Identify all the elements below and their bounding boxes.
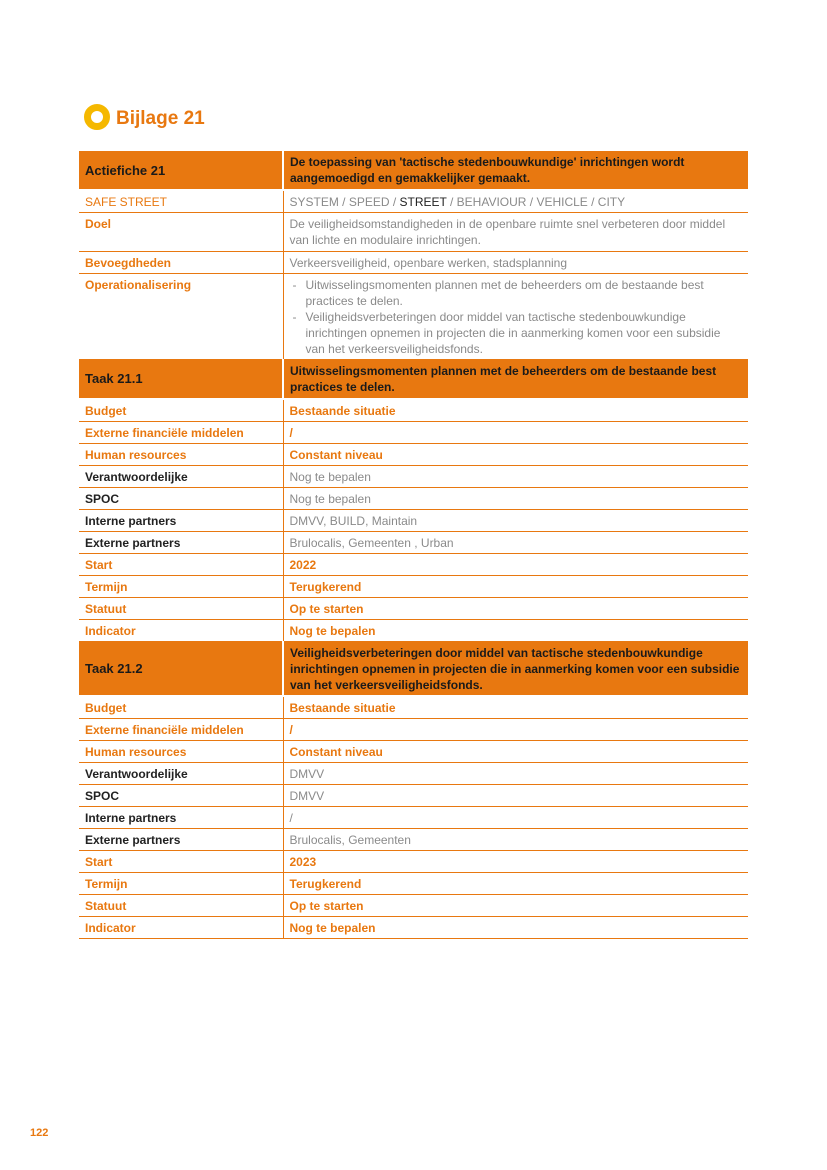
interne-partners-label: Interne partners — [79, 807, 283, 829]
category-row — [79, 190, 748, 213]
taak2-label: Taak 21.2 — [79, 641, 283, 696]
operationalisering-label: Operationalisering — [79, 274, 283, 360]
budget-label: Budget — [79, 696, 283, 719]
externe-partners-value: Brulocalis, Gemeenten , Urban — [283, 531, 748, 553]
operationalisering-list — [290, 277, 743, 357]
human-resources-value: Constant niveau — [283, 443, 748, 465]
start-value: 2022 — [283, 553, 748, 575]
table-row — [79, 763, 748, 785]
verantwoordelijke-label: Verantwoordelijke — [79, 763, 283, 785]
table-row — [79, 619, 748, 641]
operationalisering-value — [283, 274, 748, 360]
circle-bullet-icon — [84, 104, 110, 130]
human-resources-label: Human resources — [79, 443, 283, 465]
operationalisering-row — [79, 274, 748, 360]
bevoegdheden-row — [79, 252, 748, 274]
table-row — [79, 553, 748, 575]
start-label: Start — [79, 851, 283, 873]
budget-label: Budget — [79, 399, 283, 422]
table-row — [79, 851, 748, 873]
spoc-label: SPOC — [79, 487, 283, 509]
taak2-description: Veiligheidsverbeteringen door middel van tactische stedenbouwkundige inrichtingen opnemen in projecten die in aanmerking komen voor een subsidie van het verkeersveiligheidsfonds. — [283, 641, 748, 696]
verantwoordelijke-value: Nog te bepalen — [283, 465, 748, 487]
taak2-header-row — [79, 641, 748, 696]
table-row — [79, 719, 748, 741]
table-row — [79, 785, 748, 807]
bevoegdheden-value: Verkeersveiligheid, openbare werken, stadsplanning — [283, 252, 748, 274]
indicator-value: Nog te bepalen — [283, 917, 748, 939]
doel-row — [79, 213, 748, 252]
category-pre: SYSTEM / SPEED / — [289, 195, 400, 209]
page-number: 122 — [30, 1127, 49, 1139]
table-row — [79, 443, 748, 465]
budget-value: Bestaande situatie — [283, 696, 748, 719]
table-row — [79, 597, 748, 619]
taak1-label: Taak 21.1 — [79, 360, 283, 399]
statuut-value: Op te starten — [283, 895, 748, 917]
termijn-label: Termijn — [79, 873, 283, 895]
actiefiche-label: Actiefiche 21 — [79, 151, 283, 190]
table-row — [79, 741, 748, 763]
table-row — [79, 509, 748, 531]
table-row — [79, 696, 748, 719]
externe-financiele-label: Externe financiële middelen — [79, 719, 283, 741]
interne-partners-value: DMVV, BUILD, Maintain — [283, 509, 748, 531]
table-row — [79, 829, 748, 851]
table-row — [79, 399, 748, 422]
category-active: STREET — [399, 195, 447, 209]
doel-label: Doel — [79, 213, 283, 252]
start-value: 2023 — [283, 851, 748, 873]
list-item: - Veiligheidsverbeteringen door middel van tactische stedenbouwkundige inrichtingen opnemen in projecten die in aanmerking komen voor een subsidie van het verkeersveiligheidsfonds. — [290, 309, 743, 357]
externe-financiele-value: / — [283, 421, 748, 443]
category-post: / BEHAVIOUR / VEHICLE / CITY — [446, 195, 626, 209]
verantwoordelijke-value: DMVV — [283, 763, 748, 785]
externe-financiele-value: / — [283, 719, 748, 741]
spoc-value: DMVV — [283, 785, 748, 807]
termijn-label: Termijn — [79, 575, 283, 597]
table-row — [79, 873, 748, 895]
indicator-label: Indicator — [79, 917, 283, 939]
actiefiche-description: De toepassing van 'tactische stedenbouwkundige' inrichtingen wordt aangemoedigd en gemakkelijker gemaakt. — [283, 151, 748, 190]
human-resources-value: Constant niveau — [283, 741, 748, 763]
start-label: Start — [79, 553, 283, 575]
category-label: SAFE STREET — [79, 190, 283, 213]
table-row — [79, 421, 748, 443]
taak1-description: Uitwisselingsmomenten plannen met de beheerders om de bestaande best practices te delen. — [283, 360, 748, 399]
interne-partners-value: / — [283, 807, 748, 829]
taak1-header-row — [79, 360, 748, 399]
statuut-value: Op te starten — [283, 597, 748, 619]
table-row — [79, 917, 748, 939]
externe-partners-label: Externe partners — [79, 531, 283, 553]
table-row — [79, 807, 748, 829]
indicator-value: Nog te bepalen — [283, 619, 748, 641]
table-row — [79, 895, 748, 917]
page-title: Bijlage 21 — [116, 108, 205, 129]
termijn-value: Terugkerend — [283, 575, 748, 597]
human-resources-label: Human resources — [79, 741, 283, 763]
actiefiche-header-row — [79, 151, 748, 190]
interne-partners-label: Interne partners — [79, 509, 283, 531]
bevoegdheden-label: Bevoegdheden — [79, 252, 283, 274]
externe-financiele-label: Externe financiële middelen — [79, 421, 283, 443]
spoc-label: SPOC — [79, 785, 283, 807]
page-heading — [84, 104, 205, 130]
termijn-value: Terugkerend — [283, 873, 748, 895]
statuut-label: Statuut — [79, 895, 283, 917]
table-row — [79, 465, 748, 487]
externe-partners-value: Brulocalis, Gemeenten — [283, 829, 748, 851]
spoc-value: Nog te bepalen — [283, 487, 748, 509]
indicator-label: Indicator — [79, 619, 283, 641]
table-row — [79, 531, 748, 553]
table-row — [79, 487, 748, 509]
doel-value: De veiligheidsomstandigheden in de openbare ruimte snel verbeteren door middel van lichte en modulaire inrichtingen. — [283, 213, 748, 252]
externe-partners-label: Externe partners — [79, 829, 283, 851]
verantwoordelijke-label: Verantwoordelijke — [79, 465, 283, 487]
table-row — [79, 575, 748, 597]
action-sheet-table — [79, 151, 748, 939]
statuut-label: Statuut — [79, 597, 283, 619]
budget-value: Bestaande situatie — [283, 399, 748, 422]
list-item: - Uitwisselingsmomenten plannen met de beheerders om de bestaande best practices te delen. — [290, 277, 743, 309]
category-values — [283, 190, 748, 213]
